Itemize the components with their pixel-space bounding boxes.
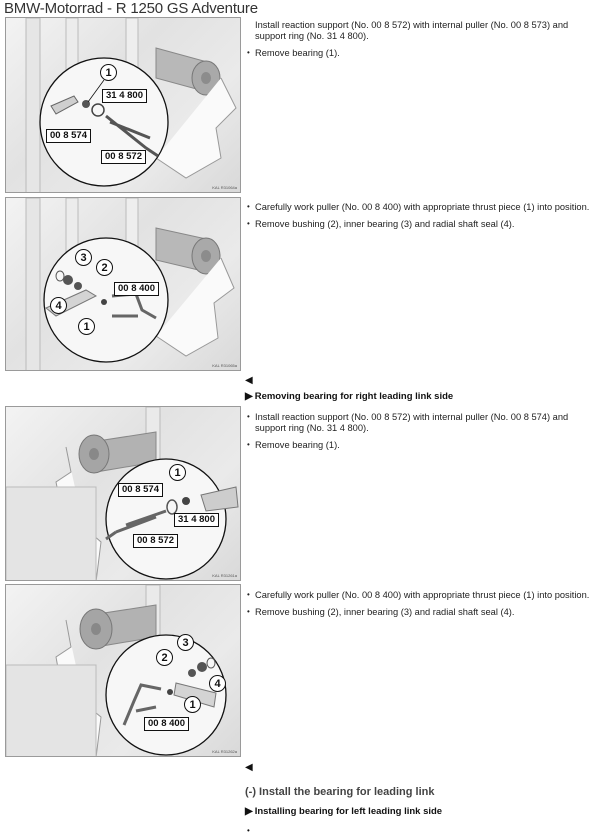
tool-label: 31 4 800 — [102, 89, 147, 103]
expand-triangle-icon: ▶ — [245, 391, 253, 402]
callout-3: 3 — [75, 249, 92, 266]
back-arrow-link[interactable]: ◀ — [245, 375, 253, 386]
step-bullet: • Remove bearing (1). — [246, 48, 601, 59]
figure-code: KAL R31064a — [212, 185, 237, 190]
step-bullet: • Install reaction support (No. 00 8 572) with internal puller (No. 00 8 574) and support ring (No. 31 4 800). — [246, 412, 601, 434]
callout-1: 1 — [100, 64, 117, 81]
callout-2: 2 — [96, 259, 113, 276]
step-bullet: • Remove bearing (1). — [246, 440, 601, 451]
document-title: BMW-Motorrad - R 1250 GS Adventure — [4, 0, 258, 17]
empty-bullet: • — [247, 826, 250, 835]
tool-label: 00 8 400 — [114, 282, 159, 296]
figure-code: KAL R31065a — [212, 363, 237, 368]
tool-label: 00 8 572 — [101, 150, 146, 164]
figure-remove-bearing-right — [5, 406, 241, 581]
callout-4: 4 — [50, 297, 67, 314]
tool-label: 31 4 800 — [174, 513, 219, 527]
callout-3: 3 — [177, 634, 194, 651]
callout-1: 1 — [169, 464, 186, 481]
illustration-drawing — [6, 585, 241, 757]
step-bullet: • Carefully work puller (No. 00 8 400) with appropriate thrust piece (1) into position. — [246, 590, 601, 601]
figure-code: KAL R31261a — [212, 573, 237, 578]
tool-label: 00 8 572 — [133, 534, 178, 548]
callout-2: 2 — [156, 649, 173, 666]
tool-label: 00 8 574 — [118, 483, 163, 497]
figure-remove-bushing-left — [5, 197, 241, 371]
callout-1: 1 — [184, 696, 201, 713]
expand-triangle-icon: ▶ — [245, 806, 253, 817]
subheading-left-side-install[interactable] — [245, 806, 442, 817]
subheading-right-side-removal[interactable] — [245, 391, 453, 402]
step-bullet: • Remove bushing (2), inner bearing (3) and radial shaft seal (4). — [246, 219, 601, 230]
callout-4: 4 — [209, 675, 226, 692]
steps-block-3 — [246, 412, 601, 457]
subheading-label: Installing bearing for left leading link side — [254, 806, 443, 817]
figure-remove-bushing-right — [5, 584, 241, 757]
section-heading-install-bearing[interactable]: (-) Install the bearing for leading link — [245, 786, 435, 798]
steps-block-4 — [246, 590, 601, 624]
subheading-label: Removing bearing for right leading link side — [254, 391, 454, 402]
tool-label: 00 8 400 — [144, 717, 189, 731]
step-bullet: • Remove bushing (2), inner bearing (3) and radial shaft seal (4). — [246, 607, 601, 618]
step-text: Install reaction support (No. 00 8 572) with internal puller (No. 00 8 573) and support ring (No. 31 4 800). — [255, 20, 569, 41]
steps-block-2 — [246, 202, 601, 236]
figure-code: KAL R31262a — [212, 749, 237, 754]
figure-remove-bearing-left — [5, 17, 241, 193]
step-bullet: • Carefully work puller (No. 00 8 400) with appropriate thrust piece (1) into position. — [246, 202, 601, 213]
tool-label: 00 8 574 — [46, 129, 91, 143]
steps-block-1 — [246, 20, 601, 65]
illustration-drawing — [6, 18, 241, 193]
back-arrow-link[interactable]: ◀ — [245, 762, 253, 773]
callout-1: 1 — [78, 318, 95, 335]
